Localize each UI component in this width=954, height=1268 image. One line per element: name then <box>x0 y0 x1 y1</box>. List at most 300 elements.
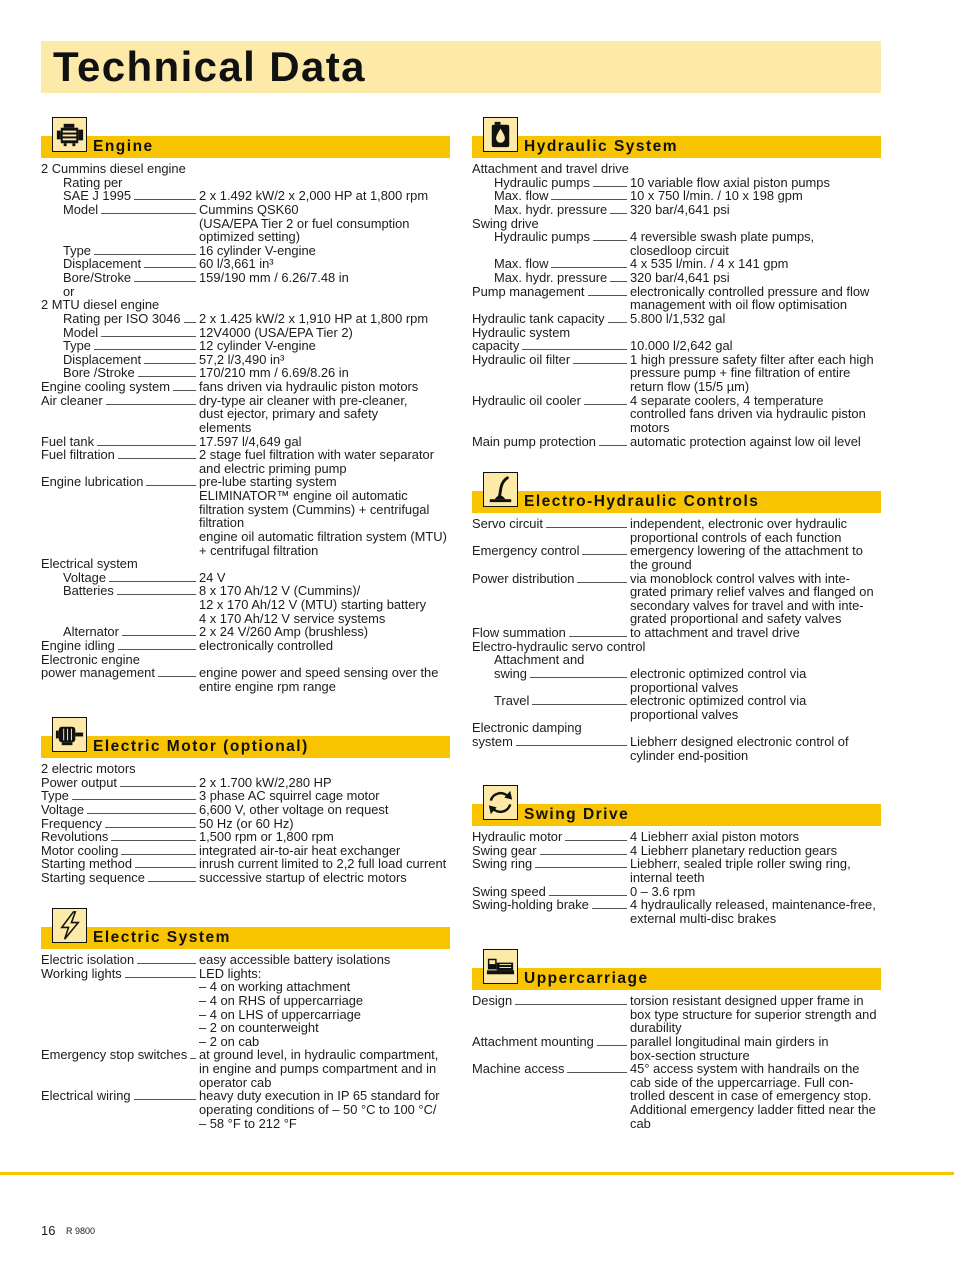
spec-row <box>41 803 450 817</box>
leader-line <box>608 312 627 323</box>
spec-label: Swing drive <box>472 215 539 231</box>
spec-label: Frequency <box>41 815 102 831</box>
spec-value <box>199 776 332 790</box>
joystick-icon-box <box>483 472 518 507</box>
spec-label-cell <box>472 176 630 190</box>
spec-label: Design <box>472 993 513 1008</box>
spec-label: Max. hydr. pressure <box>494 270 608 285</box>
spec-label: Revolutions <box>41 829 109 845</box>
spec-label-cell <box>41 776 199 790</box>
leader-line <box>87 803 196 814</box>
spec-label-cell <box>41 435 199 449</box>
spec-label-cell <box>41 366 199 380</box>
spec-label: Emergency control <box>472 543 580 559</box>
spec-label: Power distribution <box>472 570 575 586</box>
spec-value <box>199 830 334 844</box>
leader-line <box>597 1035 627 1046</box>
spec-label-cell <box>472 626 630 640</box>
swing-arrows-icon-box <box>483 785 518 820</box>
spec-label-cell <box>41 857 199 871</box>
spec-value <box>199 353 284 367</box>
spec-label-cell <box>41 625 199 639</box>
leader-line <box>173 380 196 391</box>
spec-value-line: cab side of the uppercarriage. Full con- <box>630 1074 854 1090</box>
spec-label-cell <box>472 217 539 231</box>
spec-value <box>630 667 806 694</box>
spec-label-cell <box>472 653 584 667</box>
spec-row <box>472 544 881 571</box>
spec-label-cell <box>472 844 630 858</box>
spec-group-label-row <box>41 762 450 776</box>
spec-value-line: return flow (15/5 µm) <box>630 379 750 394</box>
spec-label-cell <box>472 271 630 285</box>
spec-row <box>472 694 881 721</box>
spec-label-cell <box>472 1062 630 1076</box>
spec-value <box>199 953 390 967</box>
leader-line <box>146 475 196 486</box>
spec-label: Servo circuit <box>472 516 543 531</box>
spec-label-cell <box>41 844 199 858</box>
spec-value-line: 4 x 535 l/min. / 4 x 141 gpm <box>630 256 789 272</box>
spec-value <box>630 517 847 544</box>
spec-value-line: – 4 on LHS of uppercarriage <box>199 1006 361 1022</box>
hydraulic-oil-icon-box <box>483 117 518 152</box>
leader-line <box>610 271 627 282</box>
spec-value <box>199 789 380 803</box>
spec-row <box>472 885 881 899</box>
spec-label-cell <box>472 830 630 844</box>
spec-value-line: 17.597 l/4,649 gal <box>199 433 302 449</box>
spec-value <box>199 1089 440 1130</box>
spec-value <box>630 189 803 203</box>
spec-value-line: dust ejector, primary and safety <box>199 406 379 422</box>
spec-label: Electric isolation <box>41 952 135 967</box>
spec-label: Electronic engine <box>41 651 140 667</box>
spec-group-label-row <box>41 298 450 312</box>
spec-value-line: optimized setting) <box>199 229 301 245</box>
spec-label: Pump management <box>472 283 585 299</box>
leader-line <box>535 857 627 868</box>
spec-value <box>199 475 447 557</box>
spec-value-line: 24 V <box>199 569 226 585</box>
spec-label-cell <box>472 326 570 340</box>
spec-label-cell <box>472 339 630 353</box>
spec-label: 2 MTU diesel engine <box>41 297 160 313</box>
spec-label-cell <box>472 1035 630 1049</box>
spec-value-line: filtration <box>199 515 245 531</box>
spec-group-label-row <box>472 217 881 231</box>
spec-value-line: – 4 on RHS of uppercarriage <box>199 992 364 1008</box>
spec-label-cell <box>41 953 199 967</box>
spec-label-cell <box>41 298 159 312</box>
spec-value-line: integrated air-to-air heat exchanger <box>199 842 401 858</box>
spec-value-line: to attachment and travel drive <box>630 625 800 640</box>
spec-value-line: pressure pump + fine filtration of entire <box>630 365 851 381</box>
spec-group-label-row <box>472 653 881 667</box>
leader-line <box>97 435 196 446</box>
spec-label-cell <box>41 244 199 258</box>
spec-label: Flow summation <box>472 625 566 640</box>
leader-line <box>144 257 196 268</box>
spec-row <box>41 271 450 285</box>
spec-value-line: proportional controls of each function <box>630 529 842 545</box>
spec-label-cell <box>41 353 199 367</box>
spec-row <box>41 789 450 803</box>
spec-row <box>472 189 881 203</box>
spec-value-line: cylinder end-position <box>630 747 749 763</box>
spec-row <box>472 353 881 394</box>
spec-label: swing <box>494 665 527 681</box>
spec-label: Model <box>63 201 99 217</box>
spec-label-cell <box>41 639 199 653</box>
spec-value-line: in engine and pumps compartment and in <box>199 1061 437 1076</box>
leader-line <box>515 994 627 1005</box>
spec-row <box>41 666 450 693</box>
spec-value-line: ELIMINATOR™ engine oil automatic <box>199 488 408 503</box>
spec-label: 2 electric motors <box>41 761 136 776</box>
spec-value-line: proportional valves <box>630 679 739 695</box>
spec-row <box>472 572 881 627</box>
leader-line <box>94 244 196 255</box>
spec-value-line: 320 bar/4,641 psi <box>630 201 730 217</box>
uppercarriage-icon <box>484 950 517 983</box>
spec-group-label-row <box>472 326 881 340</box>
spec-label: Voltage <box>41 801 85 817</box>
spec-value-line: + centrifugal filtration <box>199 542 319 558</box>
spec-value-line: automatic protection against low oil level <box>630 433 861 449</box>
spec-row <box>41 584 450 625</box>
spec-row <box>41 639 450 653</box>
spec-value <box>630 230 814 257</box>
spec-label-cell <box>41 803 199 817</box>
spec-value-line: filtration system (Cummins) + centrifugal <box>199 501 430 517</box>
spec-row <box>41 244 450 258</box>
spec-value-line: proportional valves <box>630 706 739 722</box>
leader-line <box>122 625 196 636</box>
spec-value-line: 1,500 rpm or 1,800 rpm <box>199 829 334 845</box>
spec-label-cell <box>41 203 199 217</box>
spec-value-line: 60 l/3,661 in³ <box>199 256 274 272</box>
spec-label: Rating per ISO 3046 <box>63 310 181 326</box>
leader-line <box>120 776 196 787</box>
spec-row <box>472 203 881 217</box>
spec-value <box>199 189 428 203</box>
spec-row <box>472 1035 881 1062</box>
spec-row <box>41 257 450 271</box>
leader-line <box>118 448 196 459</box>
spec-row <box>472 394 881 435</box>
spec-label: Engine cooling system <box>41 379 170 394</box>
spec-label-cell <box>472 544 630 558</box>
spec-value <box>630 544 863 571</box>
spec-value <box>630 353 874 394</box>
spec-value-line: electronically controlled pressure and flow <box>630 283 870 299</box>
spec-label: Alternator <box>63 624 119 640</box>
spec-value <box>630 271 730 285</box>
spec-value <box>630 572 874 627</box>
spec-value-line: engine power and speed sensing over the <box>199 665 439 681</box>
spec-label: Attachment mounting <box>472 1033 594 1049</box>
spec-row <box>41 871 450 885</box>
spec-group-label-row <box>472 640 881 654</box>
spec-label: Model <box>63 324 99 340</box>
spec-row <box>41 380 450 394</box>
spec-value-line: 4 reversible swash plate pumps, <box>630 229 815 245</box>
spec-value-line: dry-type air cleaner with pre-cleaner, <box>199 392 408 408</box>
left-column <box>41 0 450 1160</box>
spec-label: Displacement <box>63 256 142 272</box>
spec-value-line: and electric priming pump <box>199 460 347 476</box>
spec-label: Electro-hydraulic servo control <box>472 638 646 654</box>
spec-label: Electrical system <box>41 556 138 572</box>
spec-value-line: – 2 on cab <box>199 1033 260 1049</box>
spec-label: SAE J 1995 <box>63 188 132 204</box>
spec-value-line: 12V4000 (USA/EPA Tier 2) <box>199 324 353 340</box>
section-title: Uppercarriage <box>524 970 649 987</box>
spec-row <box>41 953 450 967</box>
leader-line <box>109 571 196 582</box>
spec-label-cell <box>41 189 199 203</box>
leader-line <box>593 230 627 241</box>
spec-value-line: 12 x 170 Ah/12 V (MTU) starting battery <box>199 597 427 612</box>
spec-label-cell <box>41 257 199 271</box>
spec-value-line: 45° access system with handrails on the <box>630 1061 860 1077</box>
spec-label: Hydraulic oil cooler <box>472 392 581 408</box>
spec-label-cell <box>472 517 630 531</box>
spec-value-line: 4 Liebherr axial piston motors <box>630 829 800 844</box>
spec-label-cell <box>41 653 140 667</box>
spec-value-line: successive startup of electric motors <box>199 870 407 885</box>
spec-value <box>630 339 733 353</box>
leader-line <box>584 394 627 405</box>
spec-row <box>41 1089 450 1130</box>
spec-label: Max. flow <box>494 188 549 204</box>
spec-value-line: internal teeth <box>630 869 705 885</box>
spec-list <box>41 162 450 693</box>
leader-line <box>549 885 627 896</box>
spec-value-line: 2 x 1.425 kW/2 x 1,910 HP at 1,800 rpm <box>199 310 429 326</box>
spec-row <box>41 353 450 367</box>
spec-value <box>630 435 861 449</box>
spec-label: Hydraulic oil filter <box>472 351 571 367</box>
spec-value <box>630 1035 828 1062</box>
spec-label-cell <box>472 898 630 912</box>
leader-line <box>135 857 196 868</box>
spec-label-cell <box>41 271 199 285</box>
spec-label: or <box>63 283 75 299</box>
spec-label-cell <box>472 312 630 326</box>
leader-line <box>134 1089 196 1100</box>
spec-value <box>199 625 368 639</box>
spec-value-line: motors <box>630 419 670 435</box>
spec-value <box>199 394 408 435</box>
spec-value-line: 2 stage fuel filtration with water separator <box>199 447 435 463</box>
spec-label-cell <box>472 572 630 586</box>
spec-label: Voltage <box>63 569 107 585</box>
spec-label: Swing-holding brake <box>472 897 589 913</box>
spec-value-line: 320 bar/4,641 psi <box>630 270 730 285</box>
spec-group-label-row <box>41 176 450 190</box>
leader-line <box>111 830 196 841</box>
spec-label-cell <box>472 640 645 654</box>
spec-value-line: electronic optimized control via <box>630 693 807 709</box>
leader-line <box>592 898 627 909</box>
electric-motor-icon <box>53 718 86 751</box>
spec-value-line: electronic optimized control via <box>630 665 807 681</box>
spec-row <box>41 625 450 639</box>
spec-row <box>472 735 881 762</box>
spec-label: system <box>472 734 513 749</box>
spec-value <box>630 312 725 326</box>
spec-label-cell <box>472 435 630 449</box>
spec-value <box>630 994 876 1035</box>
spec-row <box>472 257 881 271</box>
spec-row <box>472 285 881 312</box>
spec-row <box>472 1062 881 1130</box>
lightning-icon <box>53 909 86 942</box>
spec-label: Hydraulic pumps <box>494 229 590 245</box>
spec-value <box>199 271 349 285</box>
spec-value-line: LED lights: <box>199 965 262 981</box>
leader-line <box>551 189 627 200</box>
leader-line <box>118 639 196 650</box>
spec-label: Max. flow <box>494 256 549 272</box>
spec-value <box>199 435 302 449</box>
leader-line <box>94 339 196 350</box>
spec-value <box>199 666 438 693</box>
spec-row <box>41 1048 450 1089</box>
spec-value-line: Cummins QSK60 <box>199 201 299 217</box>
spec-group-label-row <box>472 162 881 176</box>
engine-icon <box>53 118 86 151</box>
spec-row <box>472 312 881 326</box>
spec-value-line: 10 variable flow axial piston pumps <box>630 174 830 190</box>
spec-label-cell <box>41 584 199 598</box>
spec-value-line: inrush current limited to 2,2 full load current <box>199 856 447 872</box>
spec-row <box>472 435 881 449</box>
spec-label-cell <box>472 230 630 244</box>
section-title: Electric Motor (optional) <box>93 738 309 755</box>
spec-group-label-row <box>41 285 450 299</box>
leader-line <box>551 257 627 268</box>
leader-line <box>121 844 196 855</box>
leader-line <box>565 830 627 841</box>
spec-label-cell <box>472 285 630 299</box>
spec-row <box>41 817 450 831</box>
section-title: Engine <box>93 138 154 155</box>
spec-label: Attachment and travel drive <box>472 161 629 176</box>
spec-label: Motor cooling <box>41 842 119 858</box>
spec-label: Rating per <box>63 174 123 190</box>
spec-label: Machine access <box>472 1061 565 1077</box>
spec-row <box>41 571 450 585</box>
spec-value-line: 1 high pressure safety filter after each high <box>630 351 874 367</box>
section-title: Electric System <box>93 929 231 946</box>
leader-line <box>138 366 196 377</box>
spec-value-line: – 58 °F to 212 °F <box>199 1115 297 1131</box>
spec-label: Hydraulic motor <box>472 829 563 844</box>
spec-label: Hydraulic tank capacity <box>472 310 605 326</box>
spec-label: Emergency stop switches <box>41 1047 188 1063</box>
spec-value-line: 170/210 mm / 6.69/8.26 in <box>199 365 349 381</box>
spec-row <box>41 312 450 326</box>
spec-value-line: – 4 on working attachment <box>199 979 351 995</box>
spec-label: Working lights <box>41 965 122 981</box>
spec-value-line: 2 x 1.492 kW/2 x 2,000 HP at 1,800 rpm <box>199 188 429 204</box>
spec-row <box>41 967 450 1049</box>
spec-label-cell <box>41 1048 199 1062</box>
spec-label: Max. hydr. pressure <box>494 201 608 217</box>
spec-row <box>41 844 450 858</box>
leader-line <box>573 353 627 364</box>
spec-label-cell <box>472 203 630 217</box>
spec-value <box>199 817 294 831</box>
spec-value-line: 16 cylinder V-engine <box>199 242 316 258</box>
spec-value <box>199 871 407 885</box>
spec-value-line: 0 – 3.6 rpm <box>630 883 696 899</box>
spec-value <box>630 626 800 640</box>
leader-line <box>148 871 196 882</box>
spec-label-cell <box>472 394 630 408</box>
spec-list <box>472 830 881 925</box>
spec-value <box>199 448 434 475</box>
spec-value <box>630 257 788 271</box>
spec-row <box>472 517 881 544</box>
spec-row <box>472 626 881 640</box>
spec-label-cell <box>472 857 630 871</box>
spec-value-line: box-section structure <box>630 1047 750 1063</box>
uppercarriage-icon-box <box>483 949 518 984</box>
spec-label: Swing ring <box>472 856 533 872</box>
leader-line <box>516 735 627 746</box>
spec-row <box>472 339 881 353</box>
spec-row <box>41 435 450 449</box>
leader-line <box>158 666 196 677</box>
right-column <box>472 0 881 1160</box>
spec-value-line: at ground level, in hydraulic compartment, <box>199 1047 439 1063</box>
leader-line <box>567 1062 627 1073</box>
spec-label-cell <box>41 475 199 489</box>
spec-row <box>41 830 450 844</box>
spec-value <box>630 857 851 884</box>
spec-value-line: entire engine rpm range <box>199 678 336 694</box>
leader-line <box>546 517 627 528</box>
spec-value <box>630 844 837 858</box>
spec-label: Starting method <box>41 856 133 872</box>
spec-label-cell <box>41 666 199 680</box>
spec-row <box>41 203 450 244</box>
spec-value <box>630 694 806 721</box>
spec-label-cell <box>41 789 199 803</box>
spec-value <box>199 312 428 326</box>
spec-label-cell <box>472 162 629 176</box>
spec-group-label-row <box>472 721 881 735</box>
spec-label-cell <box>472 994 630 1008</box>
page-title: Technical Data <box>53 43 366 90</box>
spec-label-cell <box>41 339 199 353</box>
leader-line <box>184 312 196 323</box>
spec-value-line: cab <box>630 1115 651 1131</box>
spec-value-line: parallel longitudinal main girders in <box>630 1033 829 1049</box>
spec-value-line: elements <box>199 419 252 435</box>
model-name: R 9800 <box>66 1226 96 1236</box>
leader-line <box>610 203 627 214</box>
spec-group-label-row <box>41 162 450 176</box>
leader-line <box>569 626 627 637</box>
spec-row <box>472 830 881 844</box>
spec-row <box>41 339 450 353</box>
spec-value <box>630 830 799 844</box>
